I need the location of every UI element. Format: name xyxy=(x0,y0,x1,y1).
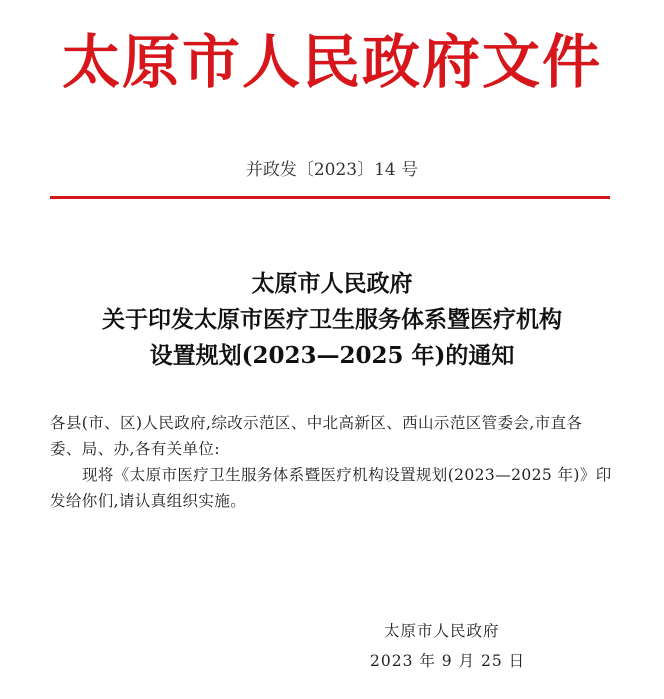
notice-title xyxy=(0,266,664,374)
document-masthead: 太原市人民政府文件 xyxy=(61,28,602,96)
recipients-paragraph: 各县(市、区)人民政府,综改示范区、中北高新区、西山示范区管委会,市直各委、局、办,各有关单位: xyxy=(50,414,583,458)
main-paragraph: 现将《太原市医疗卫生服务体系暨医疗机构设置规划(2023—2025 年)》印发给你们,请认真组织实施。 xyxy=(50,466,612,510)
document-number: 并政发〔2023〕14 号 xyxy=(245,160,419,180)
issue-date: 2023 年 9 月 25 日 xyxy=(370,652,526,670)
notice-body xyxy=(50,410,612,514)
signature-block xyxy=(370,616,570,676)
issuer-name: 太原市人民政府 xyxy=(384,622,500,640)
title-line-2: 关于印发太原市医疗卫生服务体系暨医疗机构 xyxy=(102,306,562,333)
title-line-1: 太原市人民政府 xyxy=(251,270,413,297)
title-line-3: 设置规划(2023—2025 年)的通知 xyxy=(149,342,515,369)
red-divider-line xyxy=(50,196,610,199)
